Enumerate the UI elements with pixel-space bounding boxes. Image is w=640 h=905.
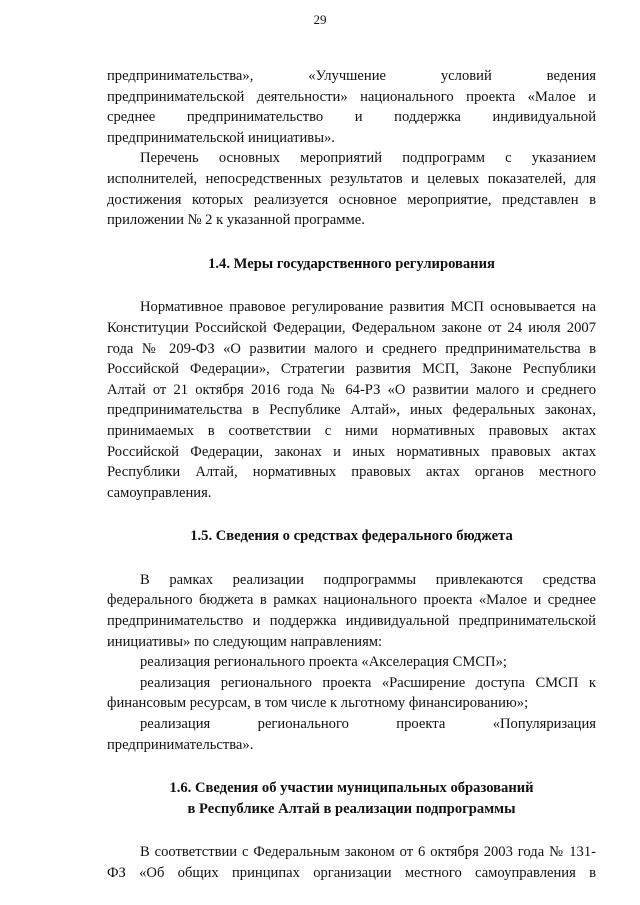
paragraph-federal-budget [107, 570, 596, 652]
text-line: реализация регионального проекта «Популяризация [140, 716, 596, 733]
text-line: Конституции Российской Федерации, Федеральном законе от 24 июля 2007 [107, 319, 596, 336]
text-line: ФЗ «Об общих принципах организации местного самоуправления в [107, 865, 596, 881]
text-line: предпринимательской инициативы». [107, 129, 335, 146]
list-item-popularization [107, 714, 596, 755]
paragraph-continuation [107, 66, 596, 148]
text-line: приложении № 2 к указанной программе. [107, 212, 365, 229]
text-line: года № 209-ФЗ «О развитии малого и среднего предпринимательства в [107, 340, 596, 357]
page-number: 29 [313, 12, 327, 27]
paragraph-municipalities [107, 842, 596, 883]
text-line: инициативы» по следующим направлениям: [107, 633, 383, 650]
text-line: предпринимательства в Республике Алтай», иных федеральных законах, [107, 402, 596, 419]
text-line: Республики Алтай, нормативных правовых актах органов местного [107, 464, 596, 481]
text-line: предпринимательства». [107, 736, 254, 753]
text-line: принимаемых в соответствии с ними нормативных правовых актах [107, 422, 596, 439]
text-line: исполнителей, непосредственных результатов и целевых показателей, для [107, 170, 596, 187]
text-line: В рамках реализации подпрограммы привлекаются средства [140, 571, 596, 588]
section-heading-1-6 [107, 778, 596, 819]
text-line: реализация регионального проекта «Акселерация СМСП»; [140, 654, 507, 671]
document-body [107, 66, 596, 884]
text-line: Российской Федерации, законах и иных нормативных правовых актах [107, 443, 596, 460]
text-line: Российской Федерации», Стратегии развития МСП, Законе Республики [107, 361, 596, 378]
text-line: Перечень основных мероприятий подпрограмм с указанием [140, 150, 596, 167]
text-line: предпринимательской деятельности» национального проекта «Малое и [107, 88, 596, 105]
text-line: предпринимательство и поддержка индивидуальной предпринимательской [107, 613, 596, 630]
section-heading-1-5: 1.5. Сведения о средствах федерального бюджета [190, 528, 513, 545]
text-line: реализация регионального проекта «Расширение доступа СМСП к [140, 674, 596, 691]
list-item-acceleration [107, 652, 596, 673]
text-line: самоуправления. [107, 484, 212, 501]
text-line: федерального бюджета в рамках национального проекта «Малое и среднее [107, 592, 596, 609]
list-item-finance-access [107, 673, 596, 714]
text-line: Нормативное правовое регулирование развития МСП основывается на [140, 299, 596, 316]
text-line: Алтай от 21 октября 2016 года № 64-РЗ «О развитии малого и среднего [107, 381, 596, 398]
section-heading-1-4: 1.4. Меры государственного регулирования [208, 255, 495, 272]
paragraph-regulation [107, 297, 596, 503]
text-line: среднее предпринимательство и поддержка индивидуальной [107, 109, 596, 126]
paragraph-activities-list [107, 148, 596, 230]
heading-line: в Республике Алтай в реализации подпрограммы [187, 800, 516, 817]
heading-line: 1.6. Сведения об участии муниципальных образований [169, 780, 534, 797]
text-line: В соответствии с Федеральным законом от 6 октября 2003 года № 131- [140, 844, 596, 861]
text-line: предпринимательства», «Улучшение условий ведения [107, 68, 596, 84]
text-line: финансовым ресурсам, в том числе к льготному финансированию»; [107, 695, 529, 712]
text-line: достижения которых реализуется основное мероприятие, представлен в [107, 191, 596, 208]
